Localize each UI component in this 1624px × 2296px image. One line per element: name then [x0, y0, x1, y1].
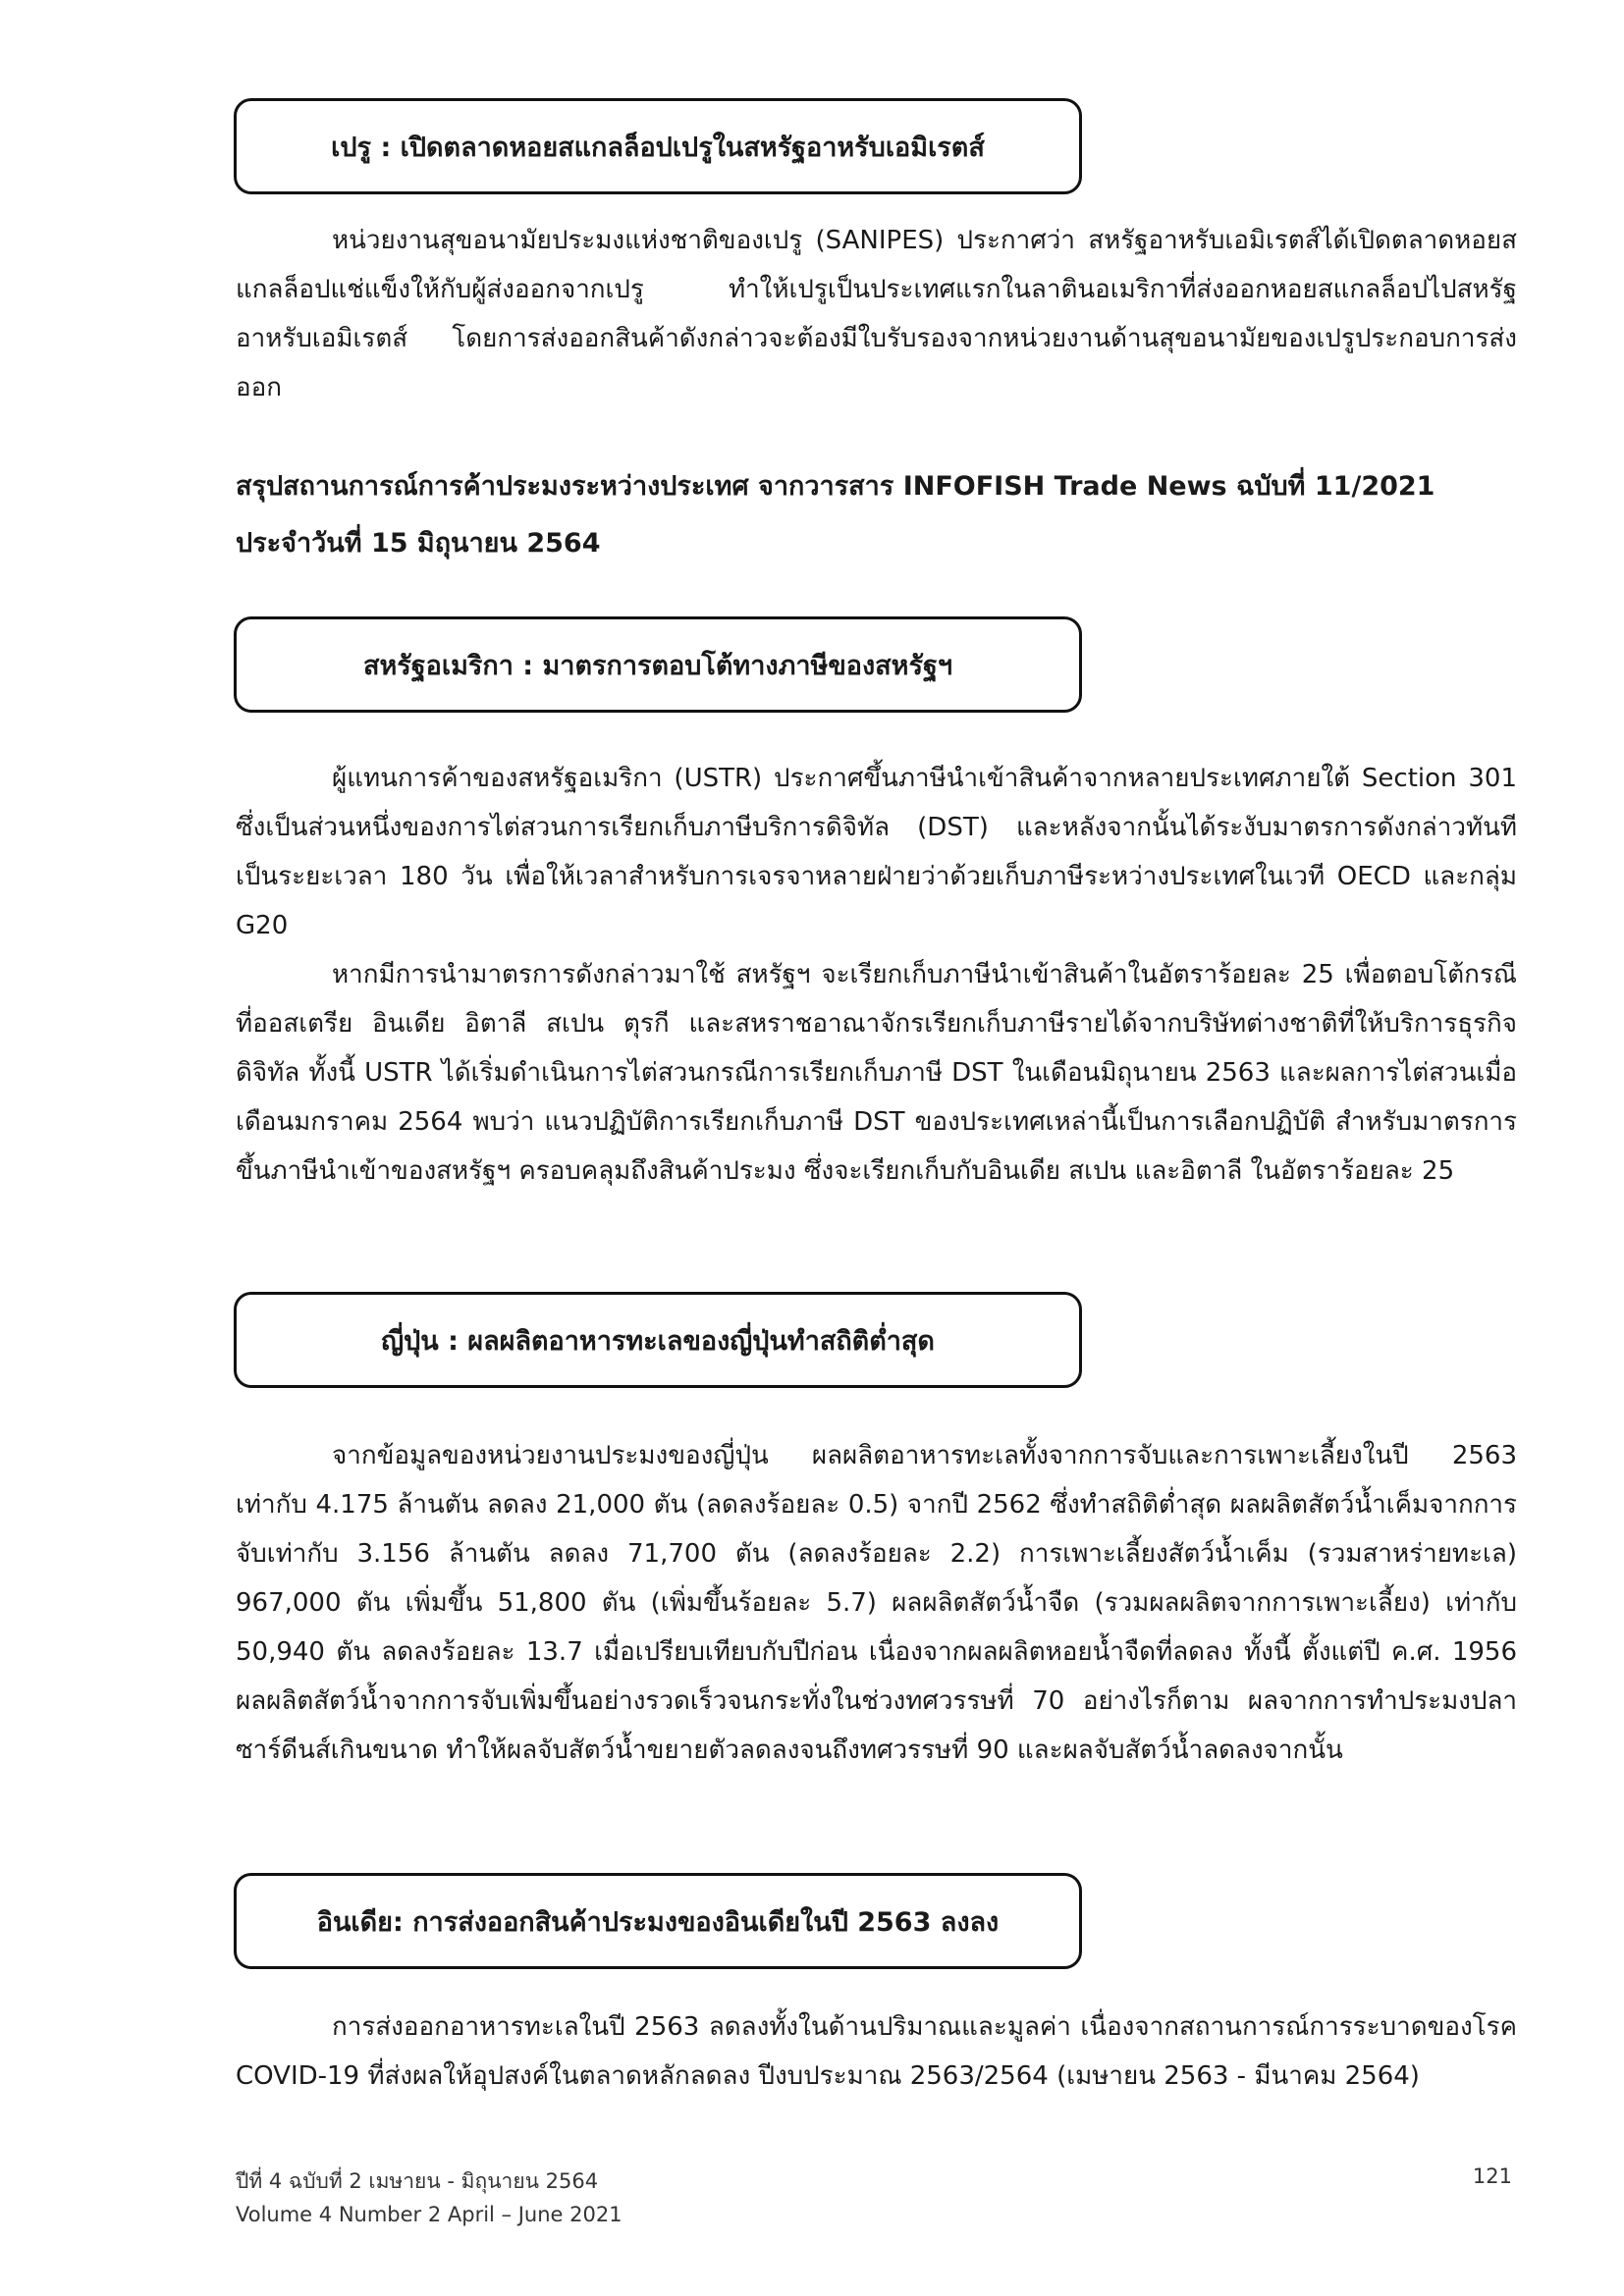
- paragraph-usa-2: หากมีการนำมาตรการดังกล่าวมาใช้ สหรัฐฯ จะเรียกเก็บภาษีนำเข้าสินค้าในอัตราร้อยละ 25 เพื่อตอบโต้กรณีที่ออสเตรีย อินเดีย อิตาลี สเปน ตุรกี และสหราชอาณาจักรเรียกเก็บภาษีรายได้จากบริษัทต่างชาติที่ให้บริการธุรกิจดิจิทัล ทั้งนี้ USTR ได้เริ่มดำเนินการไต่สวนกรณีการเรียกเก็บภาษี DST ในเดือนมิถุนายน 2563 และผลการไต่สวนเมื่อเดือนมกราคม 2564 พบว่า แนวปฏิบัติการเรียกเก็บภาษี DST ของประเทศเหล่านี้เป็นการเลือกปฏิบัติ สำหรับมาตรการขึ้นภาษีนำเข้าของสหรัฐฯ ครอบคลุมถึงสินค้าประมง ซึ่งจะเรียกเก็บกับอินเดีย สเปน และอิตาลี ในอัตราร้อยละ 25: [236, 960, 1517, 1186]
- paragraph-japan: จากข้อมูลของหน่วยงานประมงของญี่ปุ่น ผลผลิตอาหารทะเลทั้งจากการจับและการเพาะเลี้ยงในปี 2563 เท่ากับ 4.175 ล้านตัน ลดลง 21,000 ตัน (ลดลงร้อยละ 0.5) จากปี 2562 ซึ่งทำสถิติต่ำสุด ผลผลิตสัตว์น้ำเค็มจากการจับเท่ากับ 3.156 ล้านตัน ลดลง 71,700 ตัน (ลดลงร้อยละ 2.2) การเพาะเลี้ยงสัตว์น้ำเค็ม (รวมสาหร่ายทะเล) 967,000 ตัน เพิ่มขึ้น 51,800 ตัน (เพิ่มขึ้นร้อยละ 5.7) ผลผลิตสัตว์น้ำจืด (รวมผลผลิตจากการเพาะเลี้ยง) เท่ากับ 50,940 ตัน ลดลงร้อยละ 13.7 เมื่อเปรียบเทียบกับปีก่อน เนื่องจากผลผลิตหอยน้ำจืดที่ลดลง ทั้งนี้ ตั้งแต่ปี ค.ศ. 1956 ผลผลิตสัตว์น้ำจากการจับเพิ่มขึ้นอย่างรวดเร็วจนกระทั่งในช่วงทศวรรษที่ 70 อย่างไรก็ตาม ผลจากการทำประมงปลาซาร์ดีนส์เกินขนาด ทำให้ผลจับสัตว์น้ำขยายตัวลดลงจนถึงทศวรรษที่ 90 และผลจับสัตว์น้ำลดลงจากนั้น: [236, 1441, 1517, 1765]
- heading-text: ญี่ปุ่น : ผลผลิตอาหารทะเลของญี่ปุ่นทำสถิติต่ำสุด: [381, 1325, 935, 1357]
- section-heading-india: [234, 1873, 1082, 1969]
- page-number: 121: [1472, 2164, 1512, 2188]
- heading-text: สหรัฐอเมริกา : มาตรการตอบโต้ทางภาษีของสหรัฐฯ: [362, 650, 953, 681]
- footer-thai: ปีที่ 4 ฉบับที่ 2 เมษายน - มิถุนายน 2564: [236, 2169, 599, 2193]
- section-heading-usa: [234, 616, 1082, 713]
- summary-title: สรุปสถานการณ์การค้าประมงระหว่างประเทศ จากวารสาร INFOFISH Trade News ฉบับที่ 11/2021: [236, 471, 1435, 502]
- summary-date: ประจำวันที่ 15 มิถุนายน 2564: [236, 528, 601, 559]
- heading-text: อินเดีย: การส่งออกสินค้าประมงของอินเดียในปี 2563 ลงลง: [316, 1906, 1000, 1938]
- section-heading-japan: [234, 1292, 1082, 1388]
- heading-text: เปรู : เปิดตลาดหอยสแกลล็อปเปรูในสหรัฐอาหรับเอมิเรตส์: [331, 132, 985, 163]
- footer-english: Volume 4 Number 2 April – June 2021: [236, 2203, 623, 2226]
- paragraph-usa-1: ผู้แทนการค้าของสหรัฐอเมริกา (USTR) ประกาศขึ้นภาษีนำเข้าสินค้าจากหลายประเทศภายใต้ Section 301 ซึ่งเป็นส่วนหนึ่งของการไต่สวนการเรียกเก็บภาษีบริการดิจิทัล (DST) และหลังจากนั้นได้ระงับมาตรการดังกล่าวทันทีเป็นระยะเวลา 180 วัน เพื่อให้เวลาสำหรับการเจรจาหลายฝ่ายว่าด้วยเก็บภาษีระหว่างประเทศในเวที OECD และกลุ่ม G20: [236, 764, 1517, 940]
- paragraph-peru: หน่วยงานสุขอนามัยประมงแห่งชาติของเปรู (SANIPES) ประกาศว่า สหรัฐอาหรับเอมิเรตส์ได้เปิดตลาดหอยสแกลล็อปแช่แข็งให้กับผู้ส่งออกจากเปรู ทำให้เปรูเป็นประเทศแรกในลาตินอเมริกาที่ส่งออกหอยสแกลล็อปไปสหรัฐอาหรับเอมิเรตส์ โดยการส่งออกสินค้าดังกล่าวจะต้องมีใบรับรองจากหน่วยงานด้านสุขอนามัยของเปรูประกอบการส่งออก: [236, 226, 1517, 402]
- paragraph-india: การส่งออกอาหารทะเลในปี 2563 ลดลงทั้งในด้านปริมาณและมูลค่า เนื่องจากสถานการณ์การระบาดของโรค COVID-19 ที่ส่งผลให้อุปสงค์ในตลาดหลักลดลง ปีงบประมาณ 2563/2564 (เมษายน 2563 - มีนาคม 2564): [236, 2012, 1517, 2091]
- section-heading-peru: [234, 98, 1082, 194]
